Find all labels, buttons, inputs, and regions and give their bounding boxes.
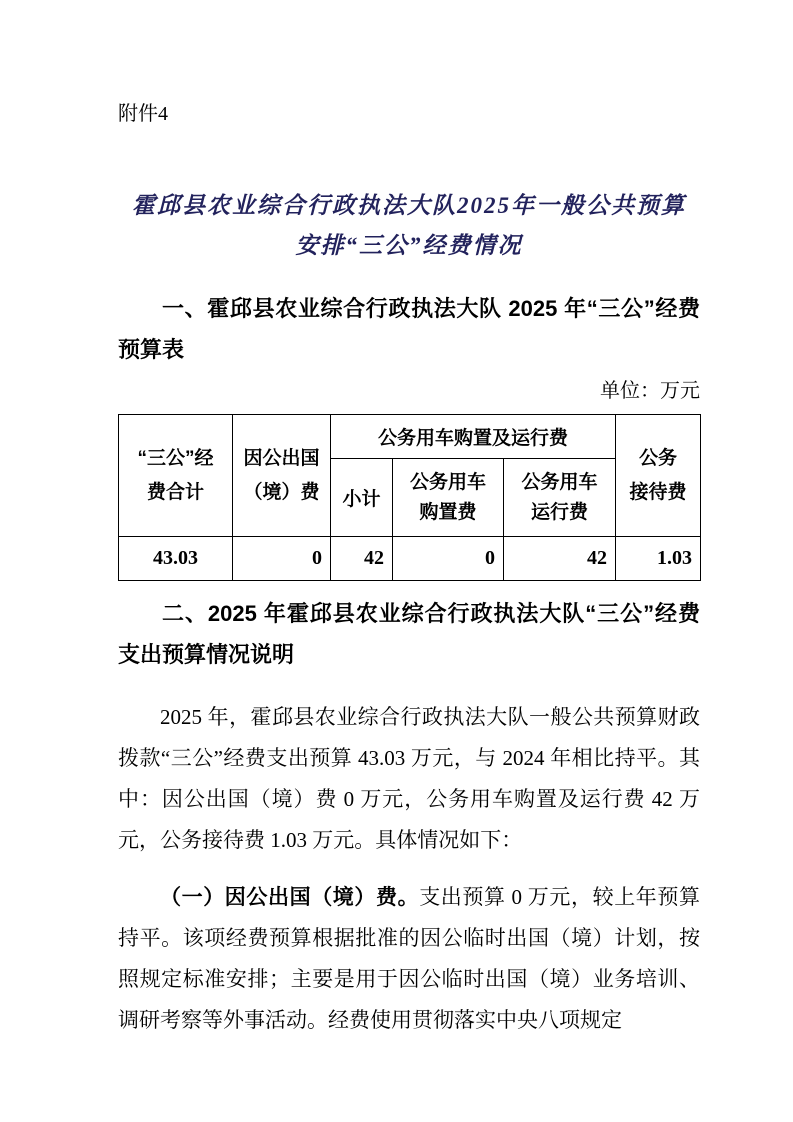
header-operation-line1: 公务用车	[521, 471, 598, 493]
value-vehicle-operation: 42	[504, 537, 616, 581]
header-operation-line2: 运行费	[531, 501, 589, 523]
header-cell-vehicle-group: 公务用车购置及运行费	[331, 415, 616, 459]
value-reception: 1.03	[616, 537, 701, 581]
header-cell-subtotal: 小计	[331, 459, 393, 537]
value-vehicle-subtotal: 42	[331, 537, 393, 581]
document-title-line2: 安排“三公”经费情况	[295, 233, 523, 258]
header-cell-operation	[504, 459, 616, 537]
attachment-label: 附件4	[118, 103, 168, 125]
document-title	[118, 186, 700, 266]
header-purchase-line2: 购置费	[419, 501, 477, 523]
item1-lead: （一）因公出国（境）费。	[160, 886, 420, 909]
header-cell-abroad	[233, 415, 331, 537]
table-header-row-1	[119, 415, 701, 459]
header-reception-line1: 公务	[639, 447, 678, 469]
table-data-row	[119, 537, 701, 581]
header-purchase-line1: 公务用车	[409, 471, 486, 493]
section2-heading: 二、2025 年霍邱县农业综合行政执法大队“三公”经费支出预算情况说明	[118, 601, 700, 667]
header-abroad-line2: （境）费	[243, 481, 320, 503]
header-total-line1: “三公”经	[137, 447, 214, 469]
item1-body: 支出预算 0 万元，较上年预算持平。该项经费预算根据批准的因公临时出国（境）计划，按照规定标准安排；主要是用于因公临时出国（境）业务培训、调研考察等外事活动。经费使用贯彻落实中央八项规定	[118, 885, 701, 1032]
budget-table	[118, 414, 701, 581]
header-cell-total	[119, 415, 233, 537]
header-cell-reception	[616, 415, 701, 537]
header-reception-line2: 接待费	[629, 481, 687, 503]
header-total-line2: 费合计	[146, 481, 204, 503]
section2-paragraph-1: 2025 年，霍邱县农业综合行政执法大队一般公共预算财政拨款“三公”经费支出预算 43.03 万元，与 2024 年相比持平。其中：因公出国（境）费 0 万元，公务用车购置及运行费 42 万元，公务接待费 1.03 万元。具体情况如下：	[118, 705, 700, 852]
header-cell-purchase	[393, 459, 504, 537]
unit-label: 单位：万元	[600, 380, 700, 402]
section2-item-1	[118, 877, 700, 1041]
section1-heading: 一、霍邱县农业综合行政执法大队 2025 年“三公”经费预算表	[118, 296, 700, 362]
value-vehicle-purchase: 0	[393, 537, 504, 581]
value-abroad: 0	[233, 537, 331, 581]
document-title-line1: 霍邱县农业综合行政执法大队2025年一般公共预算	[132, 193, 686, 218]
value-total: 43.03	[119, 537, 233, 581]
header-abroad-line1: 因公出国	[243, 447, 320, 469]
